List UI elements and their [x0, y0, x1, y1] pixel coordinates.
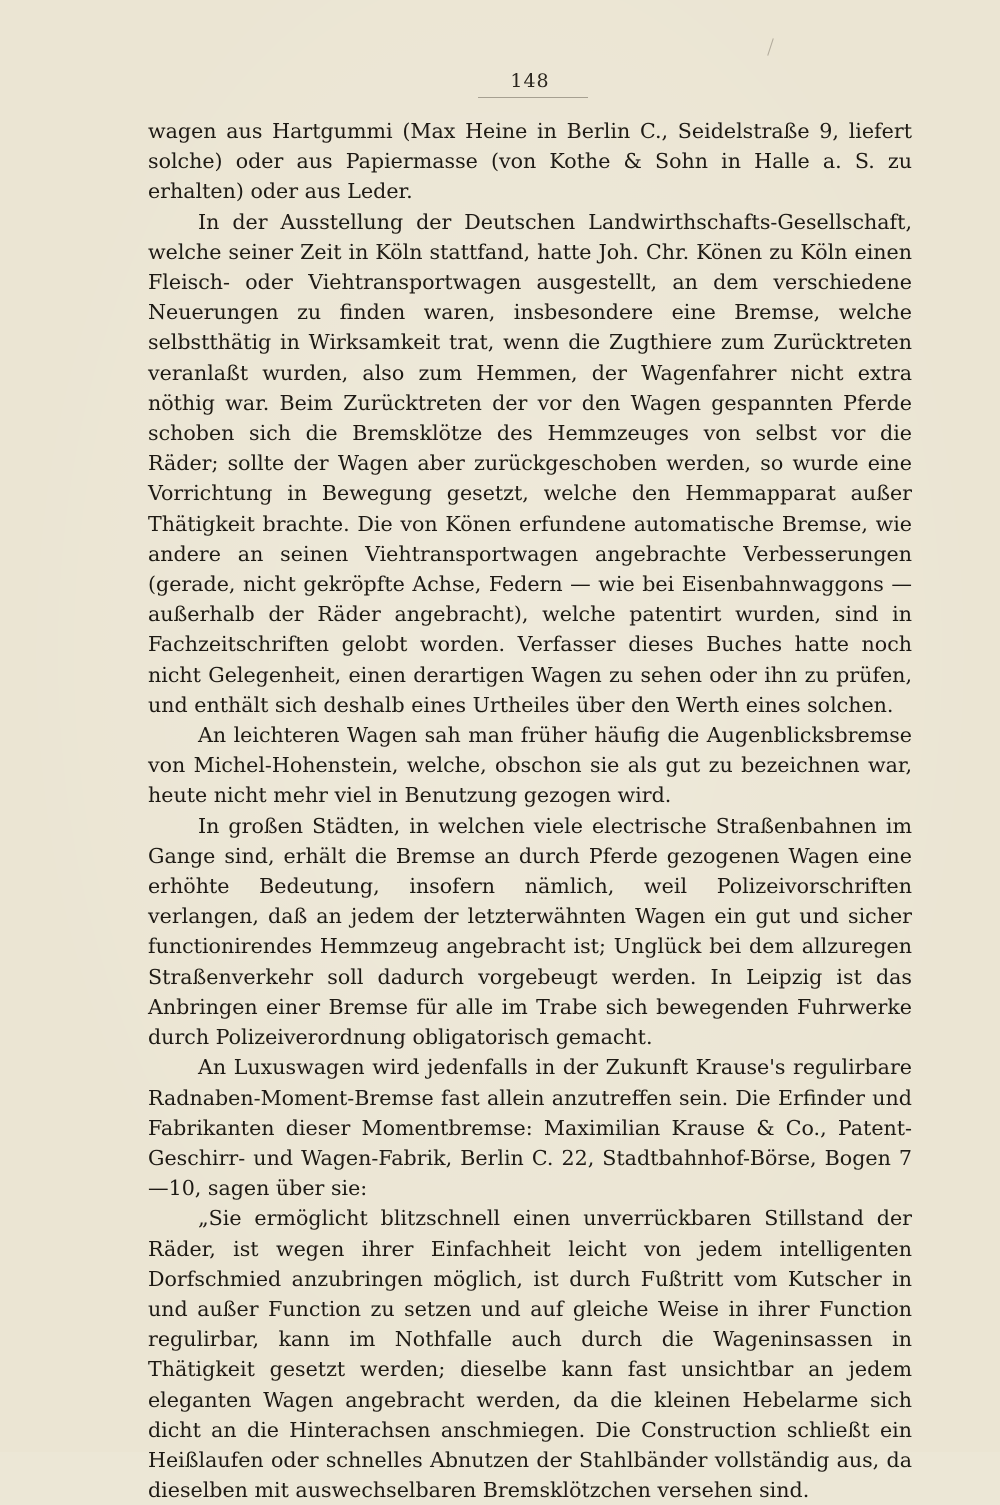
stray-pencil-mark: [767, 38, 774, 55]
paragraph-light-wagons: An leichteren Wagen sah man früher häufig die Augenblicksbremse von Michel-Hohenstein, welche, obschon sie als gut zu bezeichnen war, heute nicht mehr viel in Benutzung gezogen wird.: [148, 723, 912, 808]
paragraph-continued: wagen aus Hartgummi (Max Heine in Berlin C., Seidelstraße 9, liefert solche) oder aus Papiermasse (von Kothe & Sohn in Halle a. S. zu erhalten) oder aus Leder.: [148, 119, 912, 204]
paragraph-city-brakes: In großen Städten, in welchen viele electrische Straßenbahnen im Gange sind, erhält die Bremse an durch Pferde gezogenen Wagen eine erhöhte Bedeutung, insofern nämlich, weil Polizeivorschriften verlangen, daß an jedem der letzterwähnten Wagen ein gut und sicher functionirendes Hemmzeug angebracht ist; Unglück bei dem allzuregen Straßenverkehr soll dadurch vorgebeugt werden. In Leipzig ist das Anbringen einer Bremse für alle im Trabe sich bewegenden Fuhrwerke durch Polizeiverordnung obligatorisch gemacht.: [148, 813, 912, 1050]
paragraph-koenen-brake: In der Ausstellung der Deutschen Landwirthschafts-Gesellschaft, welche seiner Zeit in Köln stattfand, hatte Joh. Chr. Könen zu Köln einen Fleisch- oder Viehtransportwagen ausgestellt, an dem verschiedene Neuerungen zu finden waren, insbesondere eine Bremse, welche selbstthätig in Wirksamkeit trat, wenn die Zugthiere zum Zurücktreten veranlaßt wurden, also zum Hemmen, der Wagenfahrer nicht extra nöthig war. Beim Zurücktreten der vor den Wagen gespannten Pferde schoben sich die Bremsklötze des Hemmzeuges von selbst vor die Räder; sollte der Wagen aber zurückgeschoben werden, so wurde eine Vorrichtung in Bewegung gesetzt, welche den Hemmapparat außer Thätigkeit brachte. Die von Könen erfundene automatische Bremse, wie andere an seinen Viehtransportwagen angebrachte Verbesserungen (gerade, nicht gekröpfte Achse, Federn — wie bei Eisenbahnwaggons — außerhalb der Räder angebracht), welche patentirt wurden, sind in Fachzeitschriften gelobt worden. Verfasser dieses Buches hatte noch nicht Gelegenheit, einen derartigen Wagen zu sehen oder ihn zu prüfen, und enthält sich deshalb eines Urtheiles über den Werth eines solchen.: [148, 209, 912, 717]
paragraph-quotation: „Sie ermöglicht blitzschnell einen unverrückbaren Stillstand der Räder, ist wegen ihrer Einfachheit leicht von jedem intelligenten Dorfschmied anzubringen möglich, ist durch Fußtritt vom Kutscher in und außer Function zu setzen und auf gleiche Weise in ihrer Function regulirbar, kann im Nothfalle auch durch die Wageninsassen in Thätigkeit gesetzt werden; dieselbe kann fast unsichtbar an jedem eleganten Wagen angebracht werden, da die kleinen Hebelarme sich dicht an die Hinterachsen anschmiegen. Die Construction schließt ein Heißlaufen oder schnelles Abnutzen der Stahlbänder vollständig aus, da dieselben mit auswechselbaren Bremsklötzchen versehen sind.: [148, 1206, 912, 1503]
paragraph-luxury-wagons: An Luxuswagen wird jedenfalls in der Zukunft Krause's regulirbare Radnaben-Moment-Bremse fast allein anzutreffen sein. Die Erfinder und Fabrikanten dieser Momentbremse: Maximilian Krause & Co., Patent-Geschirr- und Wagen-Fabrik, Berlin C. 22, Stadtbahnhof-Börse, Bogen 7—10, sagen über sie:: [148, 1055, 912, 1201]
header-rule: [478, 97, 588, 98]
body-text: [148, 116, 912, 1505]
page-number: 148: [510, 70, 550, 92]
